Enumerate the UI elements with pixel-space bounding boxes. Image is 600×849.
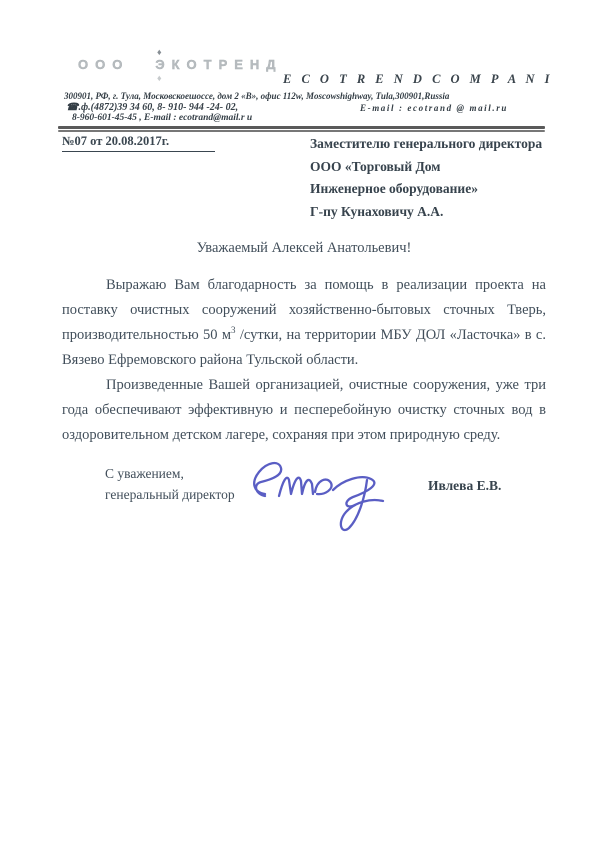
recipient-line: Г-пу Кунаховичу А.А. bbox=[310, 203, 444, 219]
company-name-en: E C O T R E N D C O M P A N I bbox=[283, 72, 554, 86]
logo-diamond-top-icon: ♦ bbox=[157, 47, 162, 57]
logo-ooo-text: ООО bbox=[78, 57, 130, 72]
salutation: Уважаемый Алексей Анатольевич! bbox=[196, 240, 412, 256]
paragraph-1 bbox=[62, 273, 546, 373]
company-address: 300901, РФ, г. Тула, Московскоешоссе, дом 2 «В», офис 112w, Moscowshighway, Tula,300901,Russia bbox=[64, 91, 450, 101]
recipient-line: Инженерное оборудование» bbox=[310, 181, 478, 196]
company-logo bbox=[78, 57, 283, 72]
closing-block bbox=[105, 463, 235, 505]
logo-name-text: ЭКОТРЕНД bbox=[155, 57, 283, 72]
signatory-name: Ивлева Е.В. bbox=[428, 478, 502, 493]
cubic-meter-superscript: 3 bbox=[231, 325, 236, 336]
letter-body bbox=[62, 240, 546, 448]
closing-line: С уважением, bbox=[105, 466, 184, 481]
company-phones: ☎.ф.(4872)39 34 60, 8- 910- 944 -24- 02, bbox=[66, 102, 239, 113]
paragraph-1-text: Выражаю Вам благодарность за помощь в реализации проекта на поставку очистных сооружений хозяйственно-бытовых сточных Тверь, производительностью 50 м bbox=[62, 277, 546, 343]
reference-number: №07 от 20.08.2017г. bbox=[62, 134, 215, 152]
recipient-line: Заместителю генерального директора bbox=[310, 136, 543, 151]
recipient-block bbox=[310, 133, 542, 223]
logo-diamond-bottom-icon: ♦ bbox=[157, 73, 162, 83]
closing-line: генеральный директор bbox=[105, 487, 235, 502]
recipient-line: ООО «Торговый Дом bbox=[310, 158, 441, 174]
handwritten-signature bbox=[243, 448, 403, 543]
company-phones-2: 8-960-601-45-45 , E-mail : ecotrand@mail.r u bbox=[72, 113, 253, 123]
company-email: E-mail : ecotrand @ mail.ru bbox=[360, 103, 508, 113]
paragraph-1-text-cont: /сутки, на территории МБУ ДОЛ «Ласточка» в с. Вязево Ефремовского района Тульской области. bbox=[62, 327, 546, 368]
header-divider bbox=[58, 126, 545, 132]
paragraph-2: Произведенные Вашей организацией, очистные сооружения, уже три года обеспечивают эффективную и песперебойную очистку сточных вод в оздоровительном детском лагере, сохраняя при этом природную среду. bbox=[62, 377, 546, 443]
